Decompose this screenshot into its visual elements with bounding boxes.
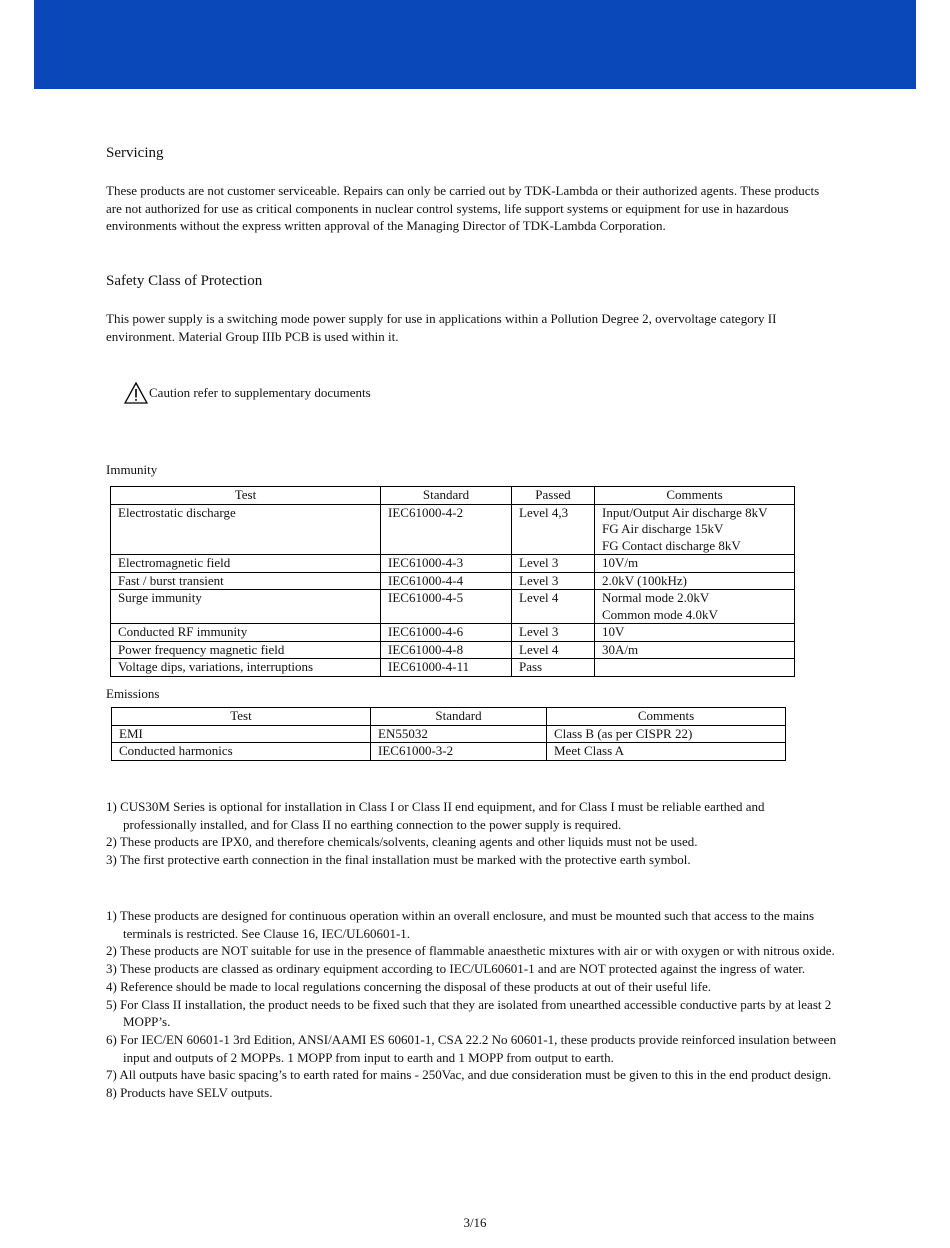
servicing-heading: Servicing (106, 145, 164, 161)
immunity-header-row (111, 487, 795, 505)
cell-test: Conducted RF immunity (111, 624, 381, 642)
cell-test: Surge immunity (111, 590, 381, 624)
cell-comments (595, 659, 795, 677)
cell-comments: 30A/m (595, 641, 795, 659)
cell-comments: 10V/m (595, 555, 795, 573)
cell-passed: Pass (512, 659, 595, 677)
cell-standard: IEC61000-4-5 (381, 590, 512, 624)
emissions-table (111, 707, 786, 761)
installation-notes (106, 798, 841, 869)
table-row (111, 624, 795, 642)
table-row (111, 659, 795, 677)
cell-standard: IEC61000-4-8 (381, 641, 512, 659)
comment-line: FG Contact discharge 8kV (602, 537, 741, 553)
comment-line: Normal mode 2.0kV (602, 590, 710, 605)
cell-standard: IEC61000-3-2 (371, 743, 547, 761)
list-item: 5) For Class II installation, the product needs to be fixed such that they are isolated from unearthed accessible conductive parts by at least 2 MOPP’s. (106, 996, 832, 1030)
cell-comments (595, 504, 795, 555)
column-header-standard: Standard (371, 708, 547, 726)
cell-passed: Level 4,3 (512, 504, 595, 555)
list-item: 1) CUS30M Series is optional for installation in Class I or Class II end equipment, and for Class I must be reliable earthed and professionally installed, and for Class II no earthing connection to the power supply is required. (106, 799, 765, 832)
column-header-standard: Standard (381, 487, 512, 505)
warning-triangle-icon (124, 382, 148, 404)
comment-line: FG Air discharge 15kV (602, 521, 724, 536)
safety-text: This power supply is a switching mode power supply for use in applications within a Pollution Degree 2, overvoltage category II environment. Material Group IIIb PCB is used within it. (106, 311, 777, 344)
cell-standard: IEC61000-4-6 (381, 624, 512, 642)
list-item: 3) The first protective earth connection in the final installation must be marked with the protective earth symbol. (106, 852, 691, 868)
immunity-label: Immunity (106, 462, 158, 477)
list-item: 1) These products are designed for continuous operation within an overall enclosure, and must be mounted such that access to the mains terminals is restricted. See Clause 16, IEC/UL60601-1. (106, 908, 815, 941)
list-item: 8) Products have SELV outputs. (106, 1085, 273, 1101)
cell-comments: Class B (as per CISPR 22) (547, 725, 786, 743)
table-row (111, 641, 795, 659)
cell-passed: Level 4 (512, 590, 595, 624)
cell-passed: Level 3 (512, 555, 595, 573)
list-item: 3) These products are classed as ordinary equipment according to IEC/UL60601-1 and are NOT protected against the ingress of water. (106, 961, 806, 977)
column-header-test: Test (111, 487, 381, 505)
table-row (111, 555, 795, 573)
medical-notes (106, 907, 846, 1102)
table-row (111, 590, 795, 624)
cell-standard: IEC61000-4-2 (381, 504, 512, 555)
column-header-comments: Comments (547, 708, 786, 726)
cell-comments: 2.0kV (100kHz) (595, 572, 795, 590)
cell-standard: IEC61000-4-4 (381, 572, 512, 590)
table-row (112, 743, 786, 761)
cell-passed: Level 3 (512, 572, 595, 590)
cell-passed: Level 3 (512, 624, 595, 642)
cell-test: EMI (112, 725, 371, 743)
comment-line: Common mode 4.0kV (602, 606, 718, 622)
list-item: 2) These products are IPX0, and therefore chemicals/solvents, cleaning agents and other liquids must not be used. (106, 834, 698, 850)
caution-note (124, 382, 371, 404)
servicing-text: These products are not customer serviceable. Repairs can only be carried out by TDK-Lambda or their authorized agents. These products are not authorized for use as critical components in nuclear control systems, life support systems or equipment for use in hazardous environments without the express written approval of the Managing Director of TDK-Lambda Corporation. (106, 183, 820, 233)
list-item: 6) For IEC/EN 60601-1 3rd Edition, ANSI/AAMI ES 60601-1, CSA 22.2 No 60601-1, these products provide reinforced insulation between input and outputs of 2 MOPPs. 1 MOPP from input to earth and 1 MOPP from output to earth. (106, 1031, 837, 1065)
cell-standard: IEC61000-4-11 (381, 659, 512, 677)
column-header-passed: Passed (512, 487, 595, 505)
table-row (111, 572, 795, 590)
cell-passed: Level 4 (512, 641, 595, 659)
cell-test: Conducted harmonics (112, 743, 371, 761)
table-row (112, 725, 786, 743)
cell-standard: IEC61000-4-3 (381, 555, 512, 573)
cell-test: Electrostatic discharge (111, 504, 381, 555)
emissions-header-row (112, 708, 786, 726)
comment-line: Input/Output Air discharge 8kV (602, 504, 768, 520)
page-number: 3/16 (463, 1215, 487, 1230)
column-header-comments: Comments (595, 487, 795, 505)
cell-test: Electromagnetic field (111, 555, 381, 573)
emissions-label: Emissions (106, 686, 160, 701)
cell-test: Voltage dips, variations, interruptions (111, 659, 381, 677)
header-band (34, 0, 916, 89)
cell-test: Fast / burst transient (111, 572, 381, 590)
cell-standard: EN55032 (371, 725, 547, 743)
list-item: 7) All outputs have basic spacing’s to earth rated for mains - 250Vac, and due consideration must be given to this in the end product design. (106, 1067, 832, 1083)
column-header-test: Test (112, 708, 371, 726)
list-item: 4) Reference should be made to local regulations concerning the disposal of these products at out of their useful life. (106, 978, 712, 994)
immunity-table (110, 486, 795, 677)
cell-comments (595, 590, 795, 624)
safety-heading: Safety Class of Protection (106, 273, 263, 289)
table-row (111, 504, 795, 555)
cell-comments: 10V (595, 624, 795, 642)
cell-comments: Meet Class A (547, 743, 786, 761)
cell-test: Power frequency magnetic field (111, 641, 381, 659)
list-item: 2) These products are NOT suitable for use in the presence of flammable anaesthetic mixtures with air or with oxygen or with nitrous oxide. (106, 943, 835, 959)
caution-text: Caution refer to supplementary documents (149, 385, 371, 400)
